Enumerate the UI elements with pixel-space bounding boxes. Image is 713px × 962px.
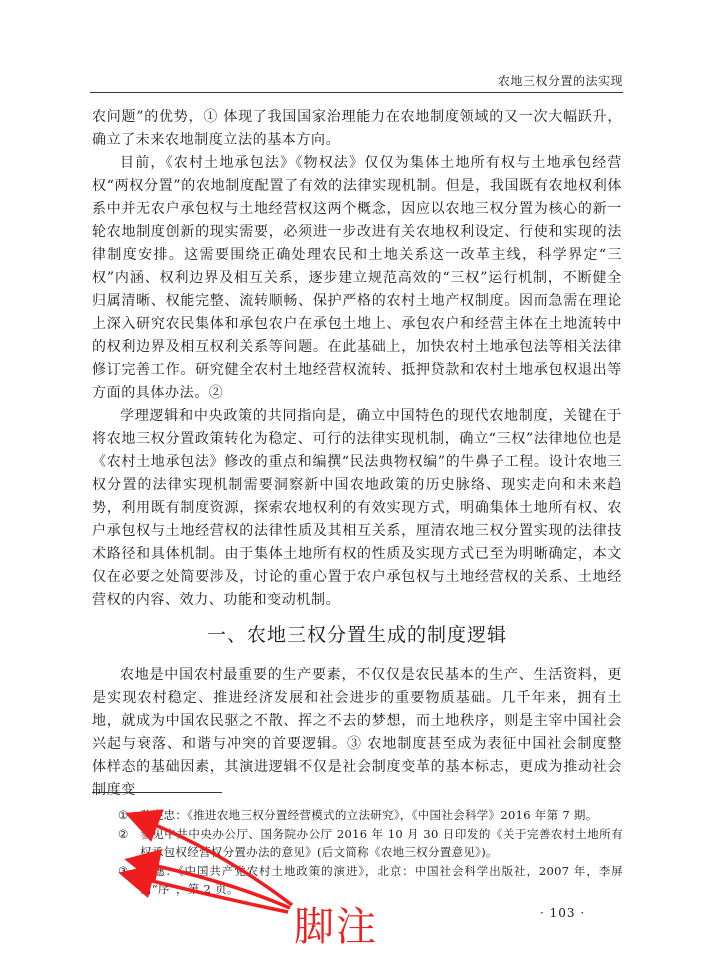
paragraph: 目前，《农村土地承包法》《物权法》仅仅为集体土地所有权与土地承包经营权“两权分置”的农地制度配置了有效的法律实现机制。但是，我国既有农地权利体系中并无农户承包权与土地经营权这两个概念，因应以农地三权分置为核心的新一轮农地制度创新的现实需要，必须进一步改进有关农地权利设定、行使和实现的法律制度安排。这需要围绕正确处理农民和土地关系这一改革主线，科学界定“三权”内涵、权利边界及相互关系，逐步建立规范高效的“三权”运行机制，不断健全归属清晰、权能完整、流转顺畅、保护严格的农村土地产权制度。因而急需在理论上深入研究农民集体和承包农户在承包土地上、承包农户和经营主体在土地流转中的权利边界及相互权利关系等问题。在此基础上，加快农村土地承包法等相关法律修订完善工作。研究健全农村土地经营权流转、抵押贷款和农村土地承包权退出等方面的具体办法。② — [92, 155, 622, 401]
footnote — [118, 806, 623, 824]
annotation-label: 脚注 — [294, 904, 378, 950]
section-heading: 一、农地三权分置生成的制度逻辑 — [206, 624, 507, 646]
header-rule — [90, 92, 623, 93]
footnote-rule — [92, 792, 222, 793]
footnote-marker: ① — [118, 808, 129, 822]
footnote-marker: ② — [118, 827, 129, 841]
body-text — [92, 106, 622, 612]
paragraph: 农问题”的优势，① 体现了我国国家治理能力在农地制度领域的又一次大幅跃升，确立了未来农地制度立法的基本方向。 — [92, 109, 622, 148]
footnote-marker: ③ — [118, 864, 129, 878]
running-head: 农地三权分置的法实现 — [497, 74, 623, 88]
footnote-text: 孙宪忠：《推进农地三权分置经营模式的立法研究》，《中国社会科学》2016 年第 7 期。 — [140, 808, 598, 822]
footnotes — [118, 806, 623, 899]
page-number: · 103 · — [540, 906, 586, 920]
section-body — [92, 664, 622, 802]
footnote — [118, 862, 623, 898]
footnote — [118, 825, 623, 861]
footnote-text: 参见中共中央办公厅、国务院办公厅 2016 年 10 月 30 日印发的《关于完善农村土地所有权承包权经营权分置办法的意见》(后文简称《农地三权分置意见》)。 — [140, 827, 623, 859]
paragraph: 学理逻辑和中央政策的共同指向是，确立中国特色的现代农地制度，关键在于将农地三权分置政策转化为稳定、可行的法律实现机制，确立“三权”法律地位也是《农村土地承包法》修改的重点和编撰“民法典物权编”的牛鼻子工程。设计农地三权分置的法律实现机制需要洞察新中国农地政策的历史脉络、现实走向和未来趋势，利用既有制度资源，探索农地权利的有效实现方式，明确集体土地所有权、农户承包权与土地经营权的法律性质及其相互关系，厘清农地三权分置实现的法律技术路径和具体机制。由于集体土地所有权的性质及实现方式已至为明晰确定，本文仅在必要之处简要涉及，讨论的重心置于农户承包权与土地经营权的关系、土地经营权的内容、效力、功能和变动机制。 — [92, 408, 622, 608]
footnote-text: 胡穗：《中国共产党农村土地政策的演进》，北京：中国社会科学出版社，2007 年，李屏南“序”，第 2 页。 — [140, 864, 623, 896]
paragraph: 农地是中国农村最重要的生产要素，不仅仅是农民基本的生产、生活资料，更是实现农村稳定、推进经济发展和社会进步的重要物质基础。几千年来，拥有土地，就成为中国农民驱之不散、挥之不去的梦想，而土地秩序，则是主宰中国社会兴起与衰落、和谐与冲突的首要逻辑。③ 农地制度甚至成为表征中国社会制度整体样态的基础因素，其演进逻辑不仅是社会制度变革的基本标志，更成为推动社会制度变 — [92, 667, 622, 798]
